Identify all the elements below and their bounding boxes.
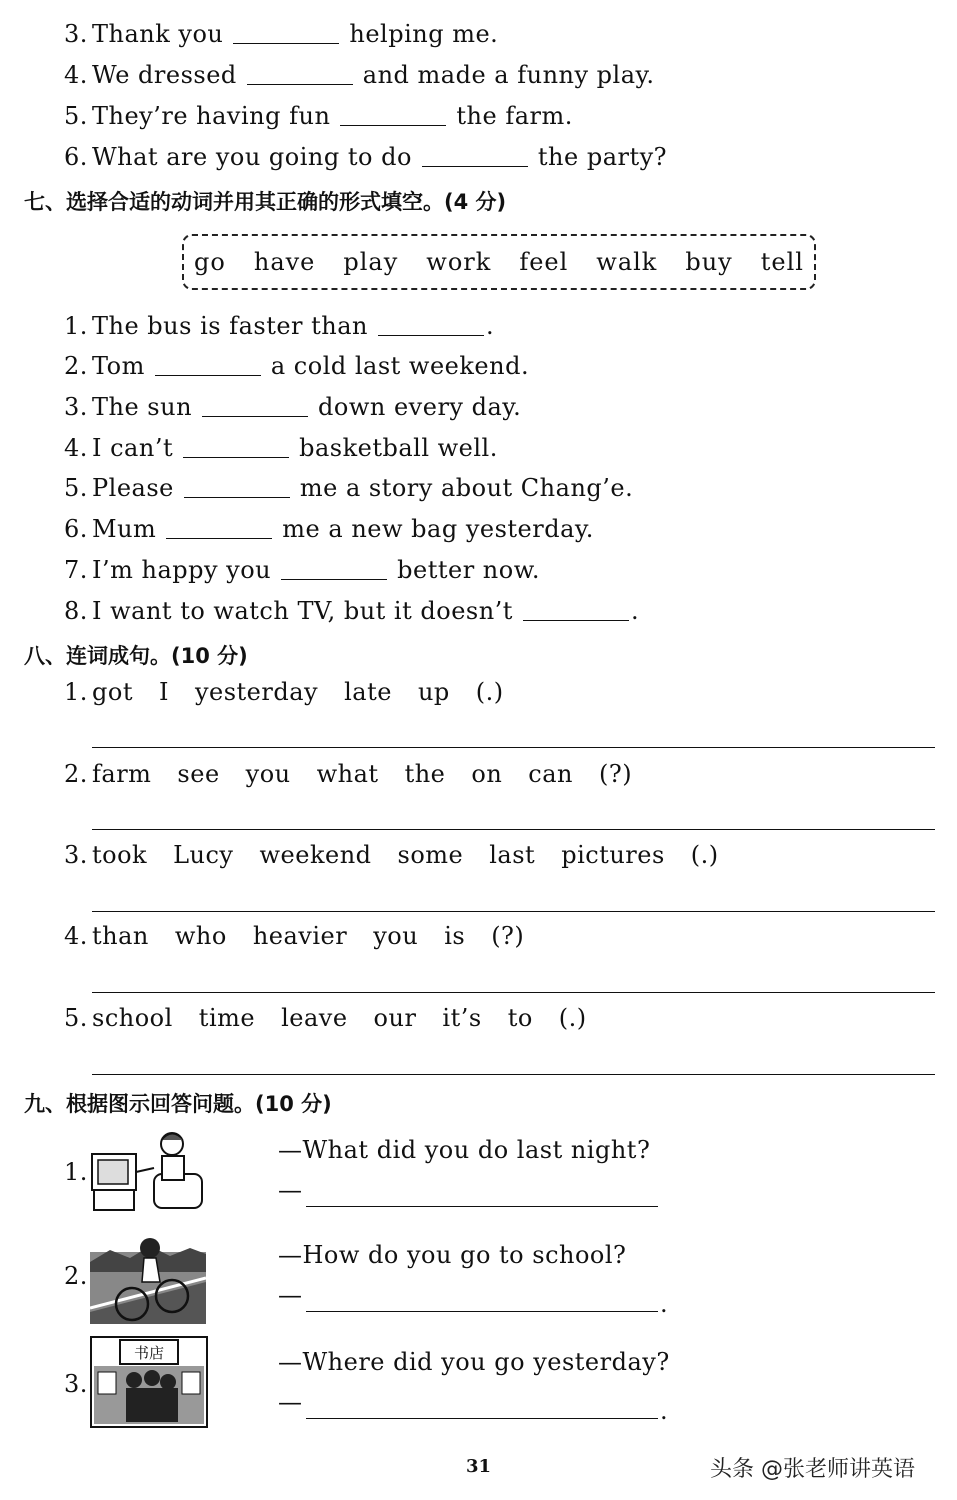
blank[interactable] [422, 148, 528, 167]
word: walk [596, 248, 658, 276]
answer-line[interactable] [306, 1206, 658, 1207]
s7-item-1: 1. The bus is faster than . [64, 312, 495, 340]
blank[interactable] [281, 561, 387, 580]
section8-heading: 八、连词成句。(10 分) [24, 644, 248, 668]
word: feel [519, 248, 569, 276]
s9-num-3: 3. [64, 1370, 88, 1398]
answer-line[interactable] [92, 1074, 935, 1075]
word: play [343, 248, 399, 276]
bookstore-picture [90, 1336, 208, 1428]
s9-num-2: 2. [64, 1262, 88, 1290]
s8-item-1: 1. got I yesterday late up (.) [64, 678, 504, 706]
s6-item-4: 4. We dressed and made a funny play. [64, 61, 655, 89]
blank[interactable] [247, 66, 353, 85]
watermark: 头条 @张老师讲英语 [710, 1457, 915, 1482]
word: work [426, 248, 492, 276]
s7-item-2: 2. Tom a cold last weekend. [64, 352, 530, 380]
s7-item-3: 3. The sun down every day. [64, 393, 522, 421]
tv-watching-picture [88, 1128, 206, 1214]
s9-dash-2: — [278, 1281, 303, 1309]
answer-line[interactable] [92, 992, 935, 993]
section9-heading: 九、根据图示回答问题。(10 分) [24, 1092, 332, 1116]
s9-dash-1: — [278, 1176, 303, 1204]
blank[interactable] [184, 479, 290, 498]
s9-question-3: —Where did you go yesterday? [278, 1348, 670, 1376]
answer-line[interactable] [306, 1311, 658, 1312]
s7-item-7: 7. I’m happy you better now. [64, 556, 541, 584]
page-number: 31 [466, 1456, 492, 1477]
s7-item-4: 4. I can’t basketball well. [64, 434, 498, 462]
answer-line[interactable] [306, 1418, 658, 1419]
blank[interactable] [378, 317, 484, 336]
s7-item-8: 8. I want to watch TV, but it doesn’t . [64, 597, 640, 625]
section7-heading: 七、选择合适的动词并用其正确的形式填空。(4 分) [24, 190, 507, 214]
bookstore-sign: 书店 [133, 1344, 164, 1362]
s8-item-3: 3. took Lucy weekend some last pictures (.) [64, 841, 719, 869]
blank[interactable] [340, 107, 446, 126]
s9-end-3: . [660, 1397, 669, 1425]
s7-item-6: 6. Mum me a new bag yesterday. [64, 515, 594, 543]
bike-riding-picture [90, 1232, 206, 1324]
blank[interactable] [155, 357, 261, 376]
s6-item-6: 6. What are you going to do the party? [64, 143, 668, 171]
s7-item-5: 5. Please me a story about Chang’e. [64, 474, 634, 502]
s6-item-5: 5. They’re having fun the farm. [64, 102, 573, 130]
s8-item-5: 5. school time leave our it’s to (.) [64, 1004, 587, 1032]
answer-line[interactable] [92, 911, 935, 912]
s6-item-3: 3. Thank you helping me. [64, 20, 499, 48]
word: have [253, 248, 316, 276]
answer-line[interactable] [92, 747, 935, 748]
blank[interactable] [233, 25, 339, 44]
s9-question-2: —How do you go to school? [278, 1241, 627, 1269]
s8-item-2: 2. farm see you what the on can (?) [64, 760, 633, 788]
blank[interactable] [183, 439, 289, 458]
s9-question-1: —What did you do last night? [278, 1136, 651, 1164]
word-bank [182, 234, 816, 290]
s9-end-2: . [660, 1290, 669, 1318]
blank[interactable] [166, 520, 272, 539]
blank[interactable] [523, 602, 629, 621]
word: go [194, 248, 226, 276]
s9-dash-3: — [278, 1388, 303, 1416]
blank[interactable] [202, 398, 308, 417]
s9-num-1: 1. [64, 1158, 88, 1186]
word: buy [685, 248, 733, 276]
s8-item-4: 4. than who heavier you is (?) [64, 922, 525, 950]
word: tell [760, 248, 804, 276]
answer-line[interactable] [92, 829, 935, 830]
